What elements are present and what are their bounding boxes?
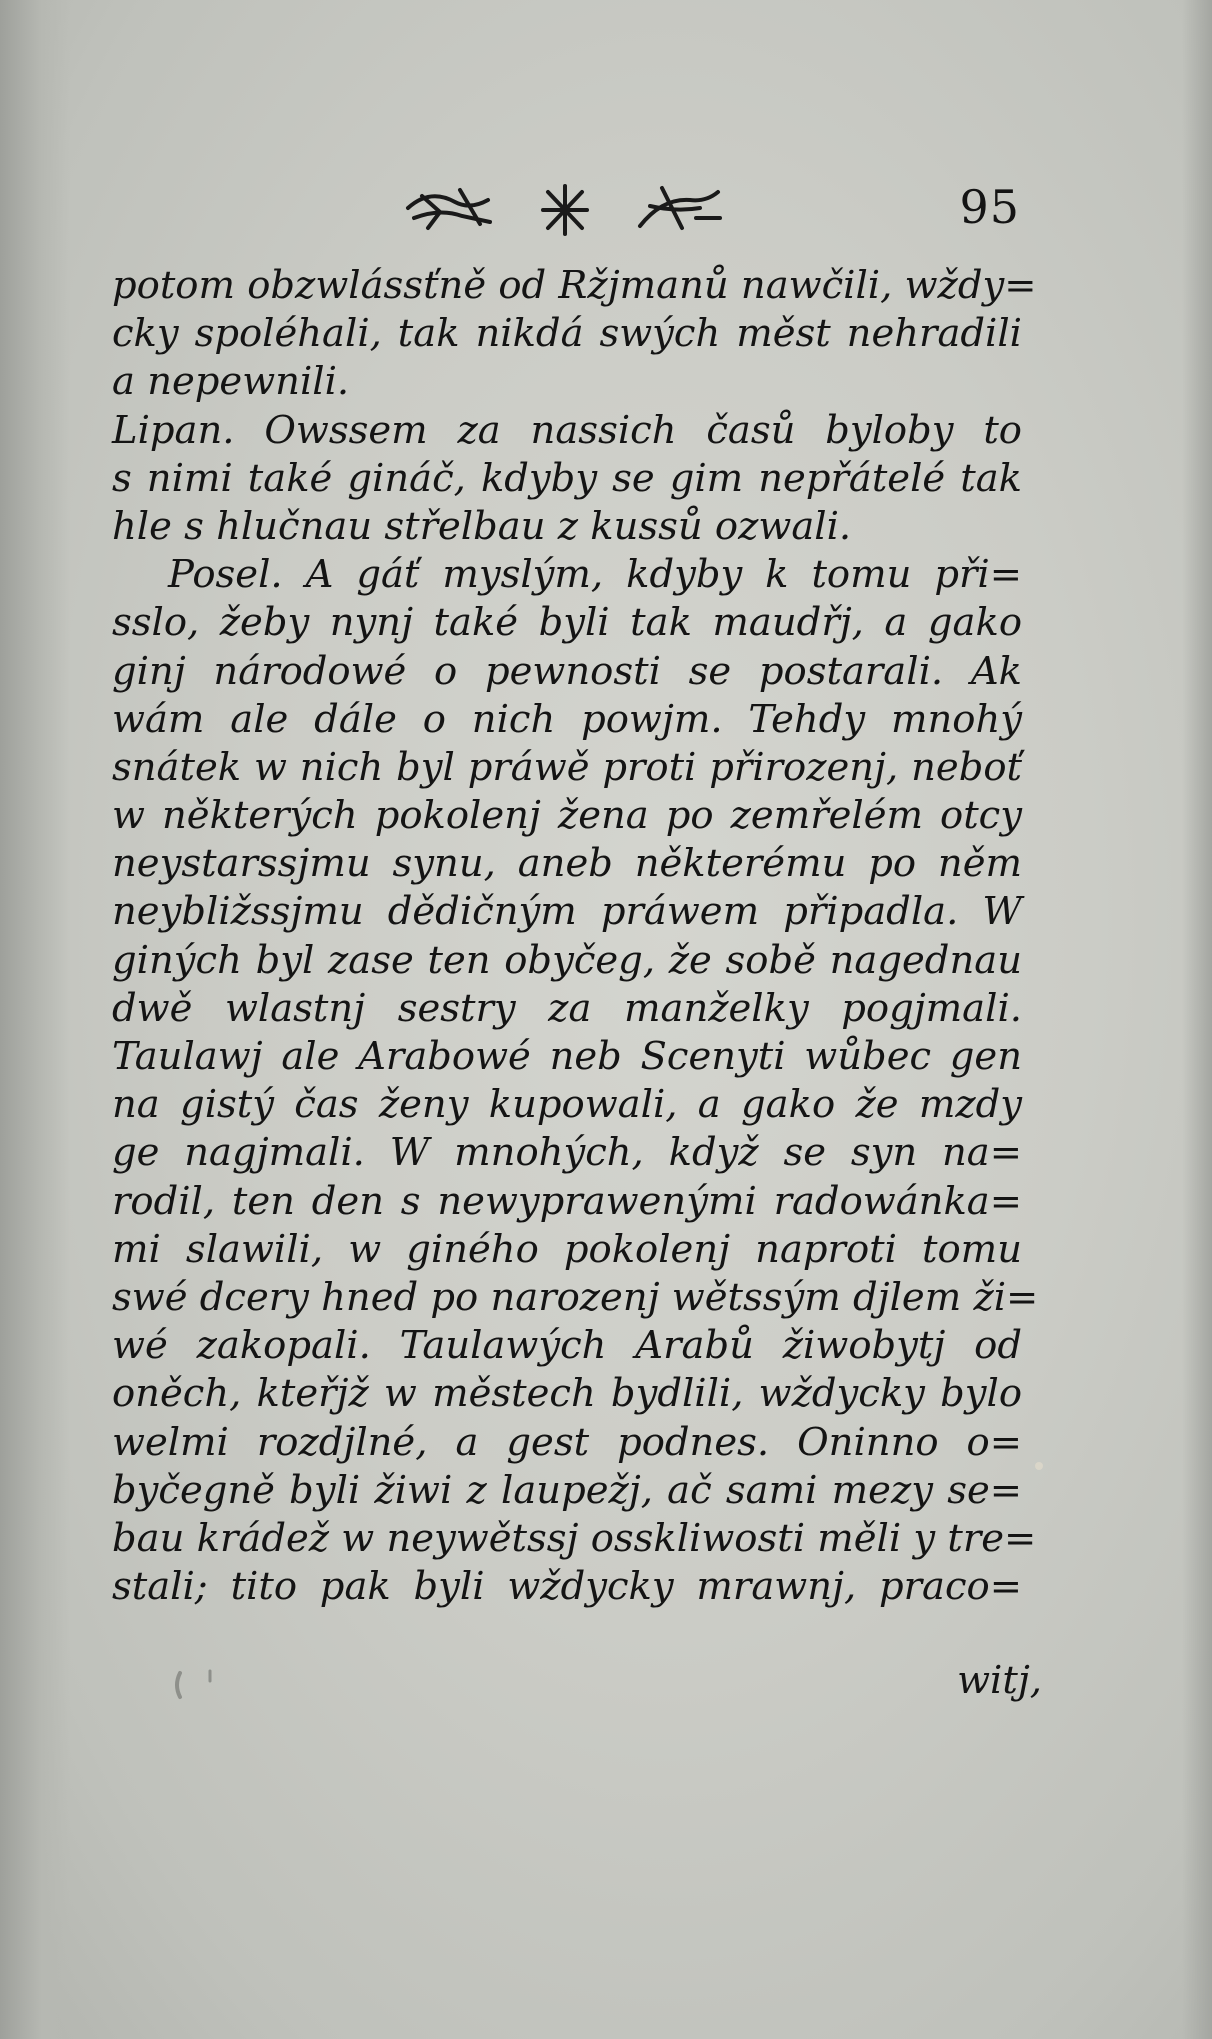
text-line: Taulawj ale Arabowé neb Scenyti wůbec gen — [112, 1034, 1022, 1079]
running-header — [400, 178, 1020, 248]
text-line: na gistý čas ženy kupowali, a gako že mzdy — [112, 1082, 1022, 1128]
text-line: byčegně byli žiwi z laupežj, ač sami mezy se= — [112, 1467, 1022, 1513]
page-number: 95 — [959, 180, 1020, 234]
text-line: hle s hlučnau střelbau z kussů ozwali. — [112, 503, 852, 549]
text-line: oněch, kteřjž w městech bydlili, wždycky bylo — [112, 1371, 1022, 1417]
text-line: Lipan. Owssem za nassich časů byloby to — [112, 407, 1022, 453]
text-line: neystarssjmu synu, aneb některému po něm — [112, 841, 1022, 887]
catchword: witj, — [957, 1658, 1042, 1703]
page-edge-shadow — [1182, 0, 1212, 2039]
text-line: wám ale dále o nich powjm. Tehdy mnohý — [112, 696, 1022, 742]
text-line: ginj národowé o pewnosti se postarali. Ak — [112, 648, 1022, 694]
page-gutter-shadow — [0, 0, 70, 2039]
text-line: a nepewnili. — [112, 359, 350, 405]
body-text — [112, 262, 1039, 1611]
text-line: bau krádež w neywětssj osskliwosti měli y tre= — [112, 1515, 1037, 1561]
text-line: snátek w nich byl práwě proti přirozenj, neboť — [112, 744, 1022, 790]
text-line: w některých pokolenj žena po zemřelém otcy — [112, 793, 1022, 839]
paper-speck — [1035, 1462, 1043, 1470]
text-line: welmi rozdjlné, a gest podnes. Oninno o= — [112, 1419, 1022, 1465]
text-line: potom obzwlássťně od Ržjmanů nawčili, wždy= — [112, 263, 1037, 308]
text-line: Posel. A gáť myslým, kdyby k tomu při= — [168, 552, 1022, 598]
text-line: s nimi také gináč, kdyby se gim nepřátelé tak — [112, 455, 1022, 501]
text-line: cky spoléhali, tak nikdá swých měst nehradili — [112, 311, 1022, 357]
decorative-printers-ornament-icon — [400, 178, 730, 238]
text-line: neybližssjmu dědičným práwem připadla. W — [112, 889, 1022, 935]
text-line: mi slawili, w giného pokolenj naproti tomu — [112, 1226, 1022, 1272]
text-line: dwě wlastnj sestry za manželky pogjmali. — [112, 985, 1022, 1031]
text-line: stali; tito pak byli wždycky mrawnj, praco= — [112, 1564, 1022, 1610]
text-line: sslo, žeby nynj také byli tak maudřj, a gako — [112, 600, 1022, 646]
text-line: ge nagjmali. W mnohých, když se syn na= — [112, 1130, 1022, 1176]
text-line: wé zakopali. Taulawých Arabů žiwobytj od — [112, 1323, 1022, 1369]
ink-smudge-mark — [170, 1665, 230, 1705]
text-line: swé dcery hned po narozenj wětssým djlem ži= — [112, 1274, 1039, 1320]
text-line: rodil, ten den s newyprawenými radowánka= — [112, 1178, 1022, 1224]
text-line: giných byl zase ten obyčeg, že sobě nagednau — [112, 937, 1022, 983]
